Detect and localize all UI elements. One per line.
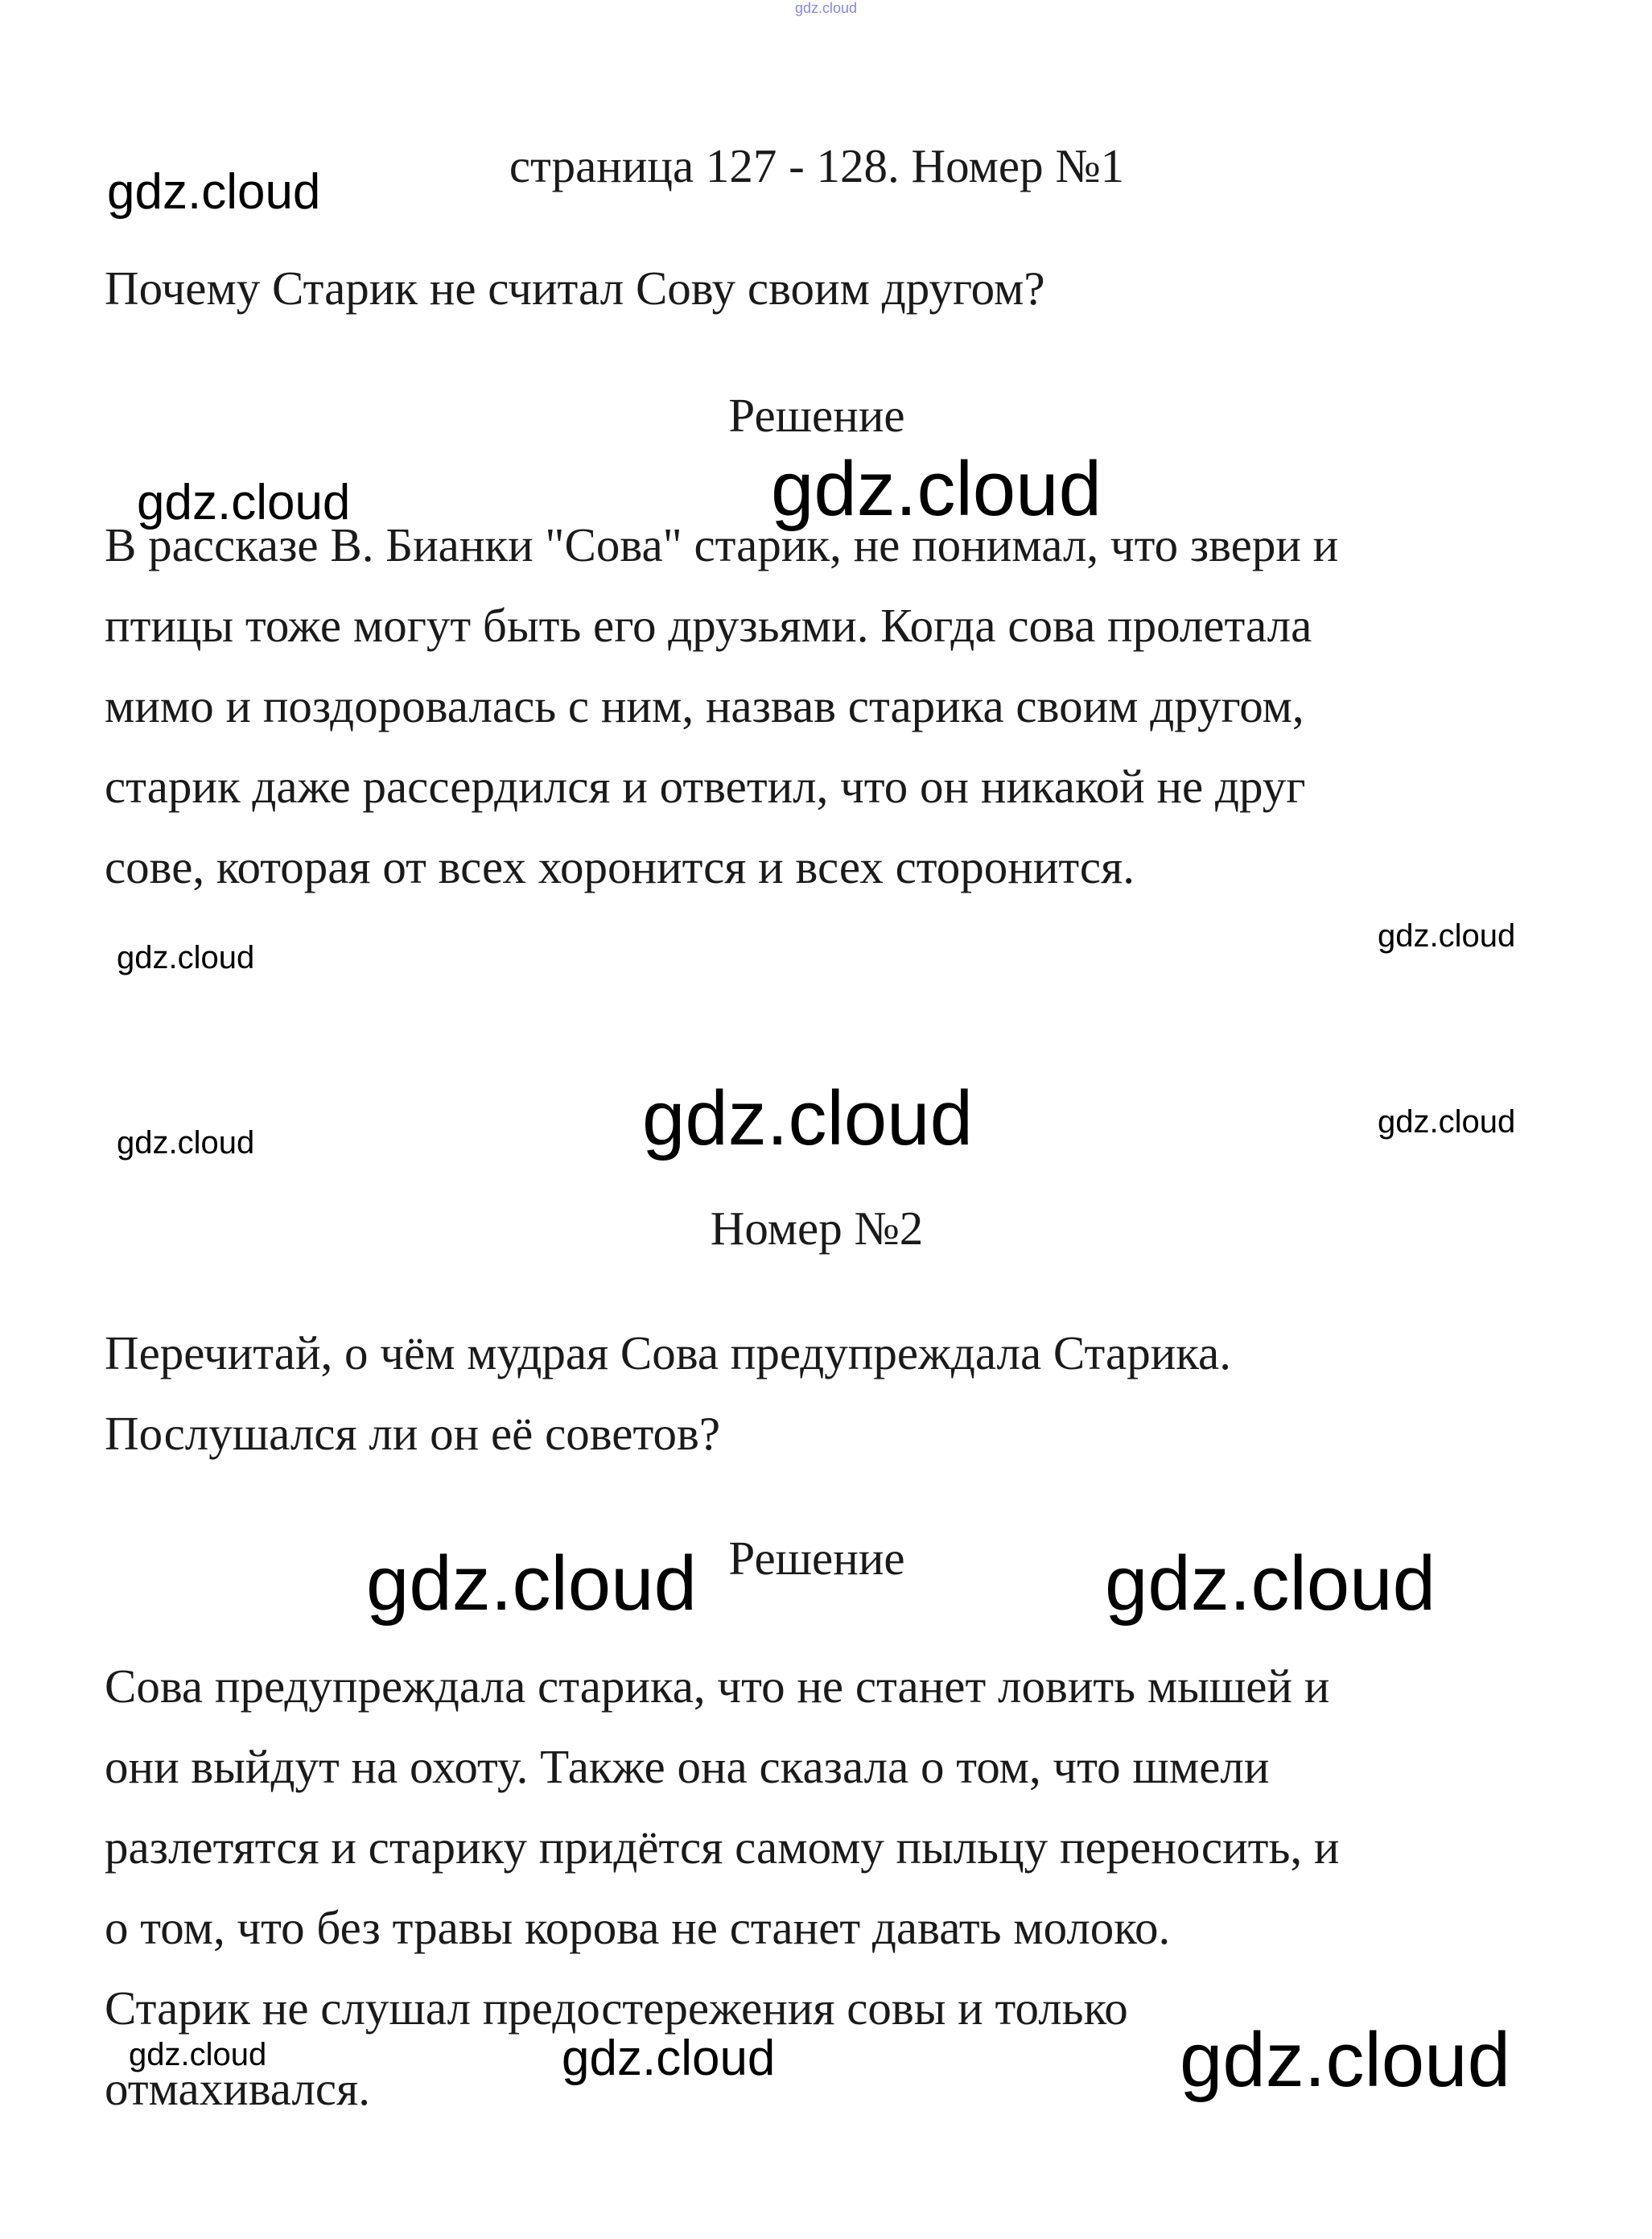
watermark: gdz.cloud: [107, 164, 321, 220]
watermark: gdz.cloud: [117, 1125, 255, 1161]
answer-1-line: сове, которая от всех хоронится и всех сторонится.: [105, 840, 1135, 893]
watermark: gdz.cloud: [137, 475, 351, 530]
watermark: gdz.cloud: [1378, 1104, 1516, 1140]
answer-1-line: мимо и поздоровалась с ним, назвав старика своим другом,: [105, 679, 1304, 732]
solution-1-label: Решение: [728, 389, 905, 442]
question-2-title: Номер №2: [710, 1202, 924, 1255]
page-header: страница 127 - 128. Номер №1: [509, 139, 1125, 192]
watermark: gdz.cloud: [1378, 918, 1516, 954]
top-watermark: gdz.cloud: [794, 0, 858, 16]
watermark: gdz.cloud: [771, 446, 1102, 532]
solution-2-label: Решение: [728, 1532, 905, 1585]
answer-2-line: Сова предупреждала старика, что не станет ловить мышей и: [105, 1660, 1330, 1713]
answer-2-line: отмахивался.: [105, 2062, 371, 2115]
answer-1-line: В рассказе В. Бианки "Сова" старик, не понимал, что звери и: [105, 518, 1339, 571]
answer-2-line: они выйдут на охоту. Также она сказала о том, что шмели: [105, 1740, 1270, 1793]
watermark: gdz.cloud: [642, 1075, 973, 1161]
question-1-text: Почему Старик не считал Сову своим другом?: [105, 262, 1045, 315]
answer-1-line: птицы тоже могут быть его друзьями. Когда сова пролетала: [105, 599, 1312, 652]
answer-2-line: Старик не слушал предостережения совы и только: [105, 1981, 1128, 2035]
answer-1-line: старик даже рассердился и ответил, что он никакой не друг: [105, 760, 1306, 813]
watermark: gdz.cloud: [1180, 2017, 1510, 2103]
watermark: gdz.cloud: [129, 2037, 267, 2072]
watermark: gdz.cloud: [366, 1540, 697, 1627]
question-2-line: Перечитай, о чём мудрая Сова предупреждала Старика.: [105, 1326, 1231, 1379]
answer-2-line: о том, что без травы корова не станет давать молоко.: [105, 1901, 1171, 1954]
question-2-line: Послушался ли он её советов?: [105, 1407, 721, 1460]
watermark: gdz.cloud: [117, 940, 255, 975]
watermark: gdz.cloud: [1105, 1540, 1436, 1627]
answer-2-line: разлетятся и старику придётся самому пыльцу переносить, и: [105, 1820, 1340, 1874]
watermark: gdz.cloud: [562, 2031, 776, 2086]
